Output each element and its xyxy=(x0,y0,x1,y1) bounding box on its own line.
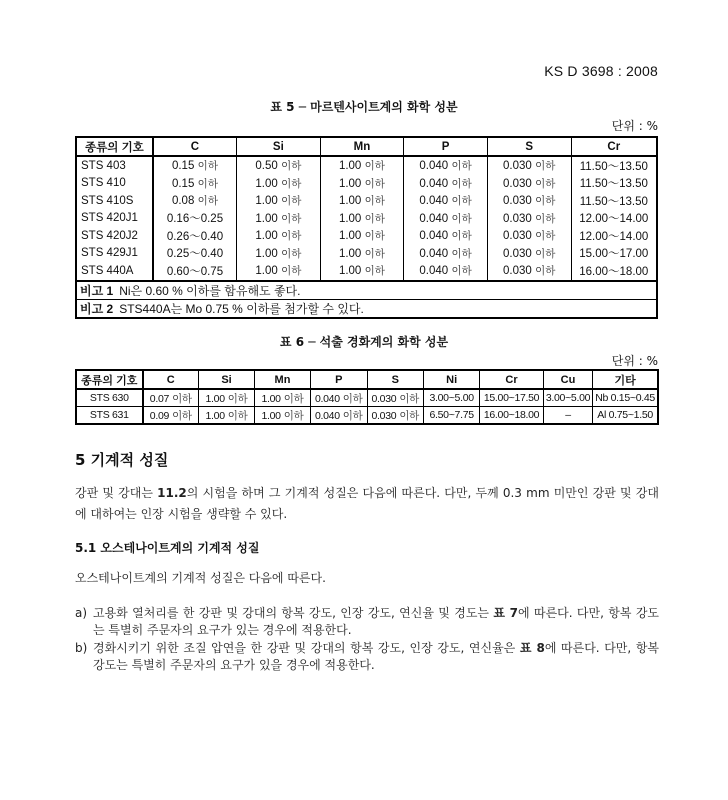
value-cell: 1.00 이하 xyxy=(237,245,321,263)
column-header-8: Cu xyxy=(543,370,592,389)
grade-cell: STS 429J1 xyxy=(76,245,153,263)
item-a-text-after: 에 따른다. 다만, 항복 강도는 특별히 주문자의 요구가 있는 경우에 적용한다. xyxy=(93,606,660,637)
value-cell: 1.00 이하 xyxy=(199,389,255,407)
table6-caption: 표 6 ─ 석출 경화계의 화학 성분 xyxy=(279,335,449,349)
note-cell xyxy=(76,299,657,318)
value-cell: 0.030 이하 xyxy=(367,389,424,407)
grade-cell: STS 420J2 xyxy=(76,227,153,245)
table-7-ref: 표 7 xyxy=(493,606,519,620)
section-5-1-intro: 오스테나이트계의 기계적 성질은 다음에 따른다. xyxy=(75,571,326,585)
table-row xyxy=(76,407,658,425)
value-cell: 0.07 이하 xyxy=(143,389,199,407)
value-cell: 0.08 이하 xyxy=(153,192,237,210)
grade-cell: STS 630 xyxy=(76,389,143,407)
column-header-s: S xyxy=(487,137,571,156)
value-cell: 3.00~5.00 xyxy=(424,389,480,407)
value-cell: 0.040 이하 xyxy=(310,407,367,425)
grade-cell: STS 631 xyxy=(76,407,143,425)
section-5-1-title: 5.1 오스테나이트계의 기계적 성질 xyxy=(75,541,260,555)
column-header-p: P xyxy=(404,137,488,156)
table-row xyxy=(76,156,657,175)
value-cell: 11.50～13.50 xyxy=(571,175,657,193)
table-row xyxy=(76,389,658,407)
value-cell: 0.040 이하 xyxy=(404,192,488,210)
value-cell: 16.00~18.00 xyxy=(480,407,544,425)
list-item-a xyxy=(75,605,659,638)
table-8-ref: 표 8 xyxy=(519,641,545,655)
item-b-text-before: 경화시키기 위한 조질 압연을 한 강판 및 강대의 항복 강도, 인장 강도, 연신율은 xyxy=(93,641,520,655)
value-cell: 0.040 이하 xyxy=(404,245,488,263)
section-5-intro xyxy=(75,483,659,525)
column-header-2: Si xyxy=(199,370,255,389)
item-b-text-after: 에 따른다. 다만, 항복 강도는 특별히 주문자의 요구가 있을 경우에 적용한다. xyxy=(93,641,660,672)
intro-text-before: 강판 및 강대는 xyxy=(75,486,158,500)
grade-cell: STS 410 xyxy=(76,175,153,193)
column-header-3: Mn xyxy=(255,370,311,389)
list-marker: a) xyxy=(75,606,88,620)
note-cell xyxy=(76,281,657,300)
column-header-cr: Cr xyxy=(571,137,657,156)
value-cell: 0.040 이하 xyxy=(404,175,488,193)
value-cell: 1.00 이하 xyxy=(320,262,404,281)
grade-cell: STS 403 xyxy=(76,156,153,175)
value-cell: 11.50～13.50 xyxy=(571,156,657,175)
value-cell: 0.030 이하 xyxy=(487,156,571,175)
table-row xyxy=(76,245,657,263)
table-row xyxy=(76,210,657,228)
value-cell: 1.00 이하 xyxy=(255,389,311,407)
value-cell: 1.00 이하 xyxy=(320,227,404,245)
value-cell: 0.030 이하 xyxy=(487,210,571,228)
value-cell: 15.00~17.50 xyxy=(480,389,544,407)
note-label: 비고 1 xyxy=(80,283,114,298)
value-cell: 0.25～0.40 xyxy=(153,245,237,263)
table-row xyxy=(76,262,657,281)
value-cell: 0.15 이하 xyxy=(153,156,237,175)
value-cell: 0.60～0.75 xyxy=(153,262,237,281)
value-cell: 16.00～18.00 xyxy=(571,262,657,281)
value-cell: 0.040 이하 xyxy=(310,389,367,407)
value-cell: 1.00 이하 xyxy=(320,192,404,210)
column-header-5: S xyxy=(367,370,424,389)
value-cell: 0.15 이하 xyxy=(153,175,237,193)
table5-caption: 표 5 ─ 마르텐사이트계의 화학 성분 xyxy=(270,100,458,114)
table5-header-row xyxy=(76,137,657,156)
value-cell: 0.040 이하 xyxy=(404,227,488,245)
note-row xyxy=(76,281,657,300)
list-item-b xyxy=(75,640,659,673)
value-cell: 1.00 이하 xyxy=(199,407,255,425)
column-header-9: 기타 xyxy=(593,370,658,389)
intro-clause-ref: 11.2 xyxy=(157,486,187,500)
note-row xyxy=(76,299,657,318)
value-cell: 0.030 이하 xyxy=(487,227,571,245)
table5-martensitic-composition xyxy=(75,136,658,319)
column-header-0: 종류의 기호 xyxy=(76,370,143,389)
value-cell: 0.040 이하 xyxy=(404,156,488,175)
value-cell: 0.26～0.40 xyxy=(153,227,237,245)
grade-cell: STS 420J1 xyxy=(76,210,153,228)
intro-text-after: 의 시험을 하며 그 기계적 성질은 다음에 따른다. 다만, 두께 0.3 mm 미만인 강판 및 강대에 대하여는 인장 시험을 생략할 수 있다. xyxy=(75,486,659,521)
value-cell: 0.040 이하 xyxy=(404,262,488,281)
table-row xyxy=(76,175,657,193)
value-cell: 1.00 이하 xyxy=(237,192,321,210)
value-cell: 6.50~7.75 xyxy=(424,407,480,425)
value-cell: 12.00～14.00 xyxy=(571,210,657,228)
value-cell: 3.00~5.00 xyxy=(543,389,592,407)
value-cell: 0.16～0.25 xyxy=(153,210,237,228)
value-cell: 1.00 이하 xyxy=(320,210,404,228)
value-cell: 1.00 이하 xyxy=(320,175,404,193)
value-cell: 0.040 이하 xyxy=(404,210,488,228)
section-5-title: 5 기계적 성질 xyxy=(75,451,169,469)
value-cell: Nb 0.15~0.45 xyxy=(593,389,658,407)
value-cell: 0.50 이하 xyxy=(237,156,321,175)
value-cell: 15.00～17.00 xyxy=(571,245,657,263)
table6-unit: 단위 : % xyxy=(611,354,658,368)
note-text: STS440A는 Mo 0.75 % 이하를 첨가할 수 있다. xyxy=(119,301,364,316)
value-cell: 0.030 이하 xyxy=(487,245,571,263)
value-cell: 11.50～13.50 xyxy=(571,192,657,210)
value-cell: 1.00 이하 xyxy=(237,175,321,193)
table6-precipitation-composition xyxy=(75,369,659,425)
column-header-mn: Mn xyxy=(320,137,404,156)
standard-number: KS D 3698 : 2008 xyxy=(544,63,658,79)
table-row xyxy=(76,227,657,245)
value-cell: 12.00～14.00 xyxy=(571,227,657,245)
value-cell: 0.030 이하 xyxy=(487,192,571,210)
value-cell: 1.00 이하 xyxy=(320,245,404,263)
value-cell: Al 0.75~1.50 xyxy=(593,407,658,425)
value-cell: 1.00 이하 xyxy=(237,227,321,245)
grade-cell: STS 440A xyxy=(76,262,153,281)
column-header-grade: 종류의 기호 xyxy=(76,137,153,156)
column-header-7: Cr xyxy=(480,370,544,389)
column-header-si: Si xyxy=(237,137,321,156)
value-cell: 0.030 이하 xyxy=(487,175,571,193)
value-cell: 1.00 이하 xyxy=(237,262,321,281)
column-header-6: Ni xyxy=(424,370,480,389)
column-header-c: C xyxy=(153,137,237,156)
table-row xyxy=(76,192,657,210)
value-cell: 0.030 이하 xyxy=(367,407,424,425)
column-header-4: P xyxy=(310,370,367,389)
list-marker: b) xyxy=(75,641,88,655)
table5-unit: 단위 : % xyxy=(611,119,658,133)
value-cell: 0.09 이하 xyxy=(143,407,199,425)
column-header-1: C xyxy=(143,370,199,389)
value-cell: 1.00 이하 xyxy=(320,156,404,175)
value-cell: 1.00 이하 xyxy=(255,407,311,425)
value-cell: – xyxy=(543,407,592,425)
grade-cell: STS 410S xyxy=(76,192,153,210)
table6-header-row xyxy=(76,370,658,389)
value-cell: 1.00 이하 xyxy=(237,210,321,228)
value-cell: 0.030 이하 xyxy=(487,262,571,281)
note-text: Ni은 0.60 % 이하를 함유해도 좋다. xyxy=(119,283,301,298)
note-label: 비고 2 xyxy=(80,301,114,316)
item-a-text-before: 고용화 열처리를 한 강판 및 강대의 항복 강도, 인장 강도, 연신율 및 경도는 xyxy=(93,606,494,620)
